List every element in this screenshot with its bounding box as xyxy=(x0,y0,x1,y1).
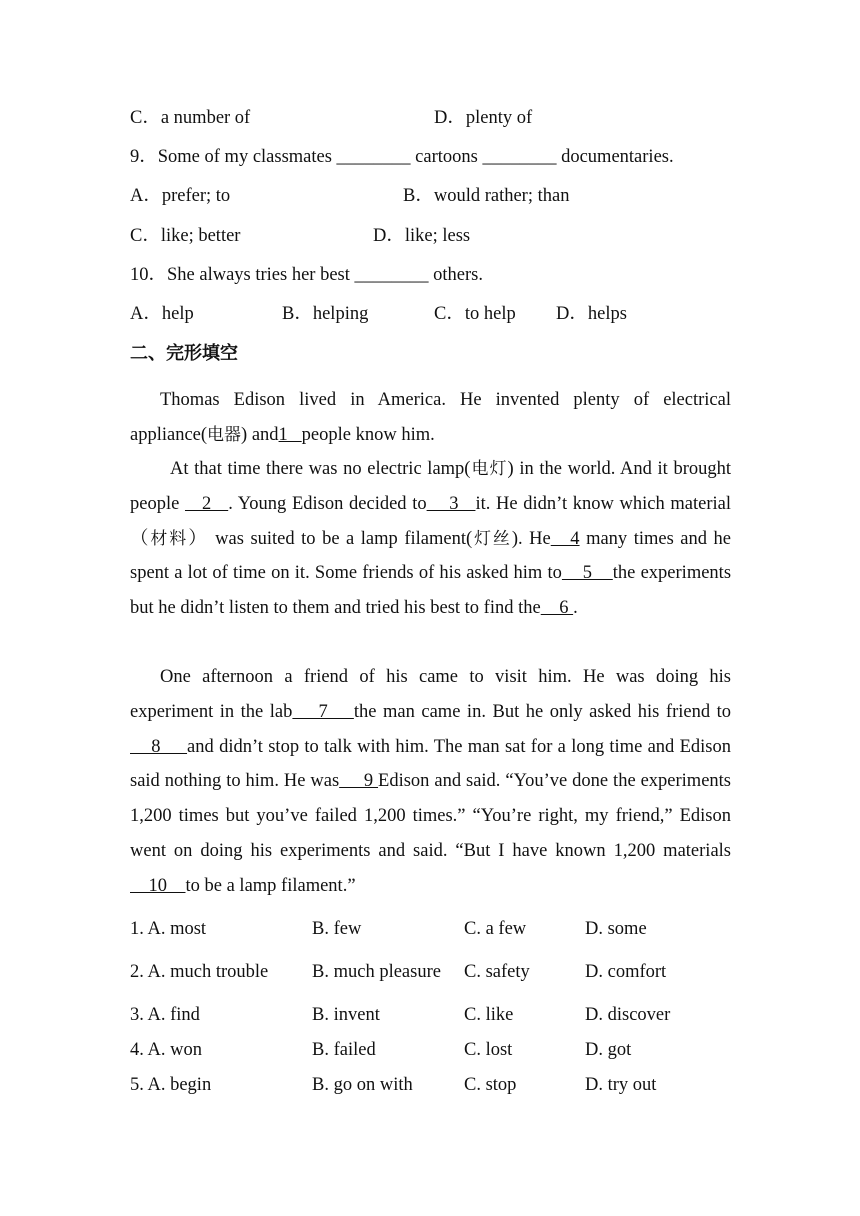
cloze-option-4a: 4. A. won xyxy=(130,1040,202,1060)
cloze-blank-8: 8 xyxy=(130,736,188,757)
cloze-option-1b: B. few xyxy=(312,919,362,939)
cloze-option-3d: D. discover xyxy=(585,1005,671,1025)
p2-text-8: the experiments but he didn’t listen to them and tried his best to find the xyxy=(130,563,732,619)
p2-text-6: ). He xyxy=(511,528,551,549)
cloze-blank-4: 4 xyxy=(550,528,580,549)
cloze-option-2d: D. comfort xyxy=(585,962,667,982)
p2-text-7: many times and he spent a lot of time on it. Some friends of his asked him to xyxy=(130,528,732,584)
cloze-option-3b: B. invent xyxy=(312,1005,380,1025)
p3-text-4: Edison and said. “You’ve done the experiments 1,200 times but you’ve failed 1,200 times.” “You’re right, my friend,” Edison went on doing his experiments and said. “But I have known 1,200 materials xyxy=(130,771,731,861)
p2-text-4: it. He didn’t know which material（ xyxy=(130,493,732,549)
p3-text-1: One afternoon a friend of his came to visit him. He was doing his experiment in the lab xyxy=(130,667,731,722)
cloze-option-2a: 2. A. much trouble xyxy=(130,962,269,982)
cloze-option-1c: C. a few xyxy=(464,919,527,939)
p3-text-3: and didn’t stop to talk with him. The man sat for a long time and Edison said nothing to him. He was xyxy=(130,736,732,792)
cloze-blank-9: 9 xyxy=(339,771,379,792)
q10-option-b: B．helping xyxy=(282,304,369,324)
p1-text-1: Thomas Edison lived in America. He invented plenty of electrical appliance( xyxy=(130,390,731,445)
cloze-option-5c: C. stop xyxy=(464,1075,517,1095)
cloze-option-2c: C. safety xyxy=(464,962,530,982)
cloze-blank-10: 10 xyxy=(130,875,186,896)
cloze-option-1d: D. some xyxy=(585,919,647,939)
passage-paragraph-2 xyxy=(130,452,731,626)
q10-option-d: D．helps xyxy=(556,304,627,324)
p1-cn-1: 电器 xyxy=(207,424,242,445)
q10-option-a: A．help xyxy=(130,304,194,324)
q8-option-c: C．a number of xyxy=(130,108,251,128)
q9-option-a: A．prefer; to xyxy=(130,186,231,206)
section-title: 二、完形填空 xyxy=(130,343,238,364)
cloze-option-4b: B. failed xyxy=(312,1040,376,1060)
cloze-blank-5: 5 xyxy=(561,563,613,584)
p1-text-2: ) and xyxy=(241,424,279,445)
cloze-option-1a: 1. A. most xyxy=(130,919,207,939)
p2-cn-3: 灯丝 xyxy=(472,528,512,549)
q10-option-c: C．to help xyxy=(434,304,516,324)
cloze-option-5b: B. go on with xyxy=(312,1075,413,1095)
q9-option-c: C．like; better xyxy=(130,226,241,246)
cloze-option-3c: C. like xyxy=(464,1005,514,1025)
q8-option-d: D．plenty of xyxy=(434,108,533,128)
p2-text-2: ) in the world. And it brought people xyxy=(130,459,732,514)
passage-paragraph-3 xyxy=(130,660,731,904)
p2-cn-1: 电灯 xyxy=(470,459,508,479)
p2-text-1: At that time there was no electric lamp( xyxy=(170,459,471,479)
cloze-blank-3: 3 xyxy=(426,493,476,514)
cloze-blank-2: 2 xyxy=(184,493,229,514)
cloze-option-3a: 3. A. find xyxy=(130,1005,200,1025)
p2-text-9: . xyxy=(573,598,578,619)
cloze-blank-1: 1 xyxy=(278,424,302,445)
p2-text-3: . Young Edison decided to xyxy=(228,493,427,514)
cloze-option-4c: C. lost xyxy=(464,1040,513,1060)
p3-text-2: the man came in. But he only asked his friend to xyxy=(353,701,731,722)
cloze-option-2b: B. much pleasure xyxy=(312,962,441,982)
cloze-option-5d: D. try out xyxy=(585,1075,657,1095)
cloze-blank-7: 7 xyxy=(292,701,354,722)
q9-stem: 9．Some of my classmates ________ cartoons ________ documentaries. xyxy=(130,147,674,167)
q9-option-d: D．like; less xyxy=(373,226,471,246)
p2-text-5: ） was suited to be a lamp filament( xyxy=(188,528,473,549)
p3-text-5: to be a lamp filament.” xyxy=(185,875,356,896)
p1-text-3: people know him. xyxy=(301,424,435,445)
cloze-option-5a: 5. A. begin xyxy=(130,1075,212,1095)
cloze-option-4d: D. got xyxy=(585,1040,632,1060)
passage-paragraph-1 xyxy=(130,383,731,453)
q9-option-b: B．would rather; than xyxy=(403,186,570,206)
q10-stem: 10．She always tries her best ________ others. xyxy=(130,265,483,285)
p2-cn-2: 材料 xyxy=(150,528,189,549)
cloze-blank-6: 6 xyxy=(540,598,574,619)
